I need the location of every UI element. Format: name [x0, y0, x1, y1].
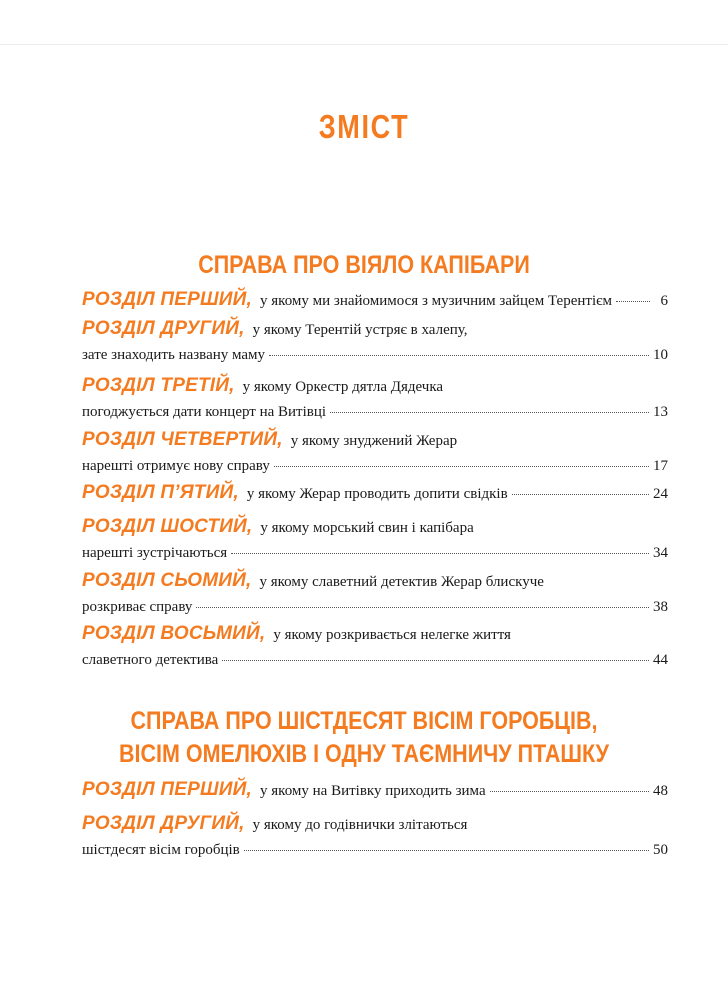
page-number: 50 [653, 842, 668, 858]
toc-entry[interactable] [82, 779, 668, 806]
toc-entry[interactable] [82, 318, 668, 374]
chapter-description: у якому Оркестр дятла Дядечка [242, 379, 444, 395]
chapter-label: РОЗДІЛ ПЕРШИЙ, [82, 289, 253, 310]
toc-entry[interactable] [82, 813, 668, 869]
chapter-description-cont: розкриває справу [82, 599, 193, 615]
chapter-description-cont: славетного детектива [82, 652, 219, 668]
page-number: 38 [653, 599, 668, 615]
chapter-description: у якому розкривається нелегке життя [273, 627, 511, 643]
page-number: 13 [653, 404, 668, 420]
toc-entry[interactable] [82, 623, 668, 679]
toc-entry[interactable] [82, 570, 668, 626]
chapter-label: РОЗДІЛ СЬОМИЙ, [82, 570, 252, 591]
chapter-description-cont: нарешті зустрічаються [82, 545, 228, 561]
page-number: 44 [653, 652, 668, 668]
chapter-description: у якому морський свин і капібара [260, 520, 474, 536]
chapter-description: у якому славетний детектив Жерар блискуче [259, 574, 544, 590]
chapter-description: у якому ми знайомимося з музичним зайцем Терентієм [260, 293, 613, 309]
page-number: 10 [653, 347, 668, 363]
chapter-description-cont: шістдесят вісім горобців [82, 842, 240, 858]
chapter-description: у якому Жерар проводить допити свідків [246, 486, 508, 502]
dot-leader [222, 660, 649, 661]
dot-leader [512, 494, 649, 495]
chapter-label: РОЗДІЛ ДРУГИЙ, [82, 318, 245, 339]
chapter-description: у якому знуджений Жерар [290, 433, 458, 449]
toc-entry[interactable] [82, 375, 668, 431]
dot-leader [274, 466, 649, 467]
toc-entry[interactable] [82, 482, 668, 509]
dot-leader [269, 355, 649, 356]
chapter-description-cont: нарешті отримує нову справу [82, 458, 270, 474]
chapter-label: РОЗДІЛ ВОСЬМИЙ, [82, 623, 266, 644]
chapter-label: РОЗДІЛ ШОСТИЙ, [82, 516, 253, 537]
section-title-line: ВІСІМ ОМЕЛЮХІВ І ОДНУ ТАЄМНИЧУ ПТАШКУ [118, 740, 610, 768]
dot-leader [616, 301, 650, 302]
page-title: ЗМІСТ [318, 108, 410, 145]
section-title-line: СПРАВА ПРО ШІСТДЕСЯТ ВІСІМ ГОРОБЦІВ, [130, 707, 598, 735]
page-number: 6 [660, 293, 668, 309]
dot-leader [330, 412, 649, 413]
page-number: 48 [653, 783, 668, 799]
dot-leader [196, 607, 649, 608]
chapter-label: РОЗДІЛ ЧЕТВЕРТИЙ, [82, 429, 283, 450]
chapter-label: РОЗДІЛ ПЕРШИЙ, [82, 779, 253, 800]
chapter-label: РОЗДІЛ ТРЕТІЙ, [82, 375, 235, 396]
chapter-description: у якому до годівнички злітаються [252, 817, 468, 833]
page-number: 17 [653, 458, 668, 474]
chapter-label: РОЗДІЛ П’ЯТИЙ, [82, 482, 239, 503]
dot-leader [490, 791, 649, 792]
top-rule [0, 44, 728, 45]
section-title-line: СПРАВА ПРО ВІЯЛО КАПІБАРИ [198, 251, 530, 279]
toc-entry[interactable] [82, 289, 668, 316]
dot-leader [231, 553, 649, 554]
chapter-label: РОЗДІЛ ДРУГИЙ, [82, 813, 245, 834]
page-number: 24 [653, 486, 668, 502]
chapter-description-cont: погоджується дати концерт на Витівці [82, 404, 327, 420]
chapter-description-cont: зате знаходить названу маму [82, 347, 266, 363]
page-number: 34 [653, 545, 668, 561]
chapter-description: у якому на Витівку приходить зима [260, 783, 486, 799]
toc-entry[interactable] [82, 429, 668, 485]
section-title-2 [51, 705, 677, 771]
chapter-description: у якому Терентій устряє в халепу, [252, 322, 468, 338]
toc-entry[interactable] [82, 516, 668, 572]
dot-leader [244, 850, 649, 851]
section-title-1 [51, 249, 677, 282]
